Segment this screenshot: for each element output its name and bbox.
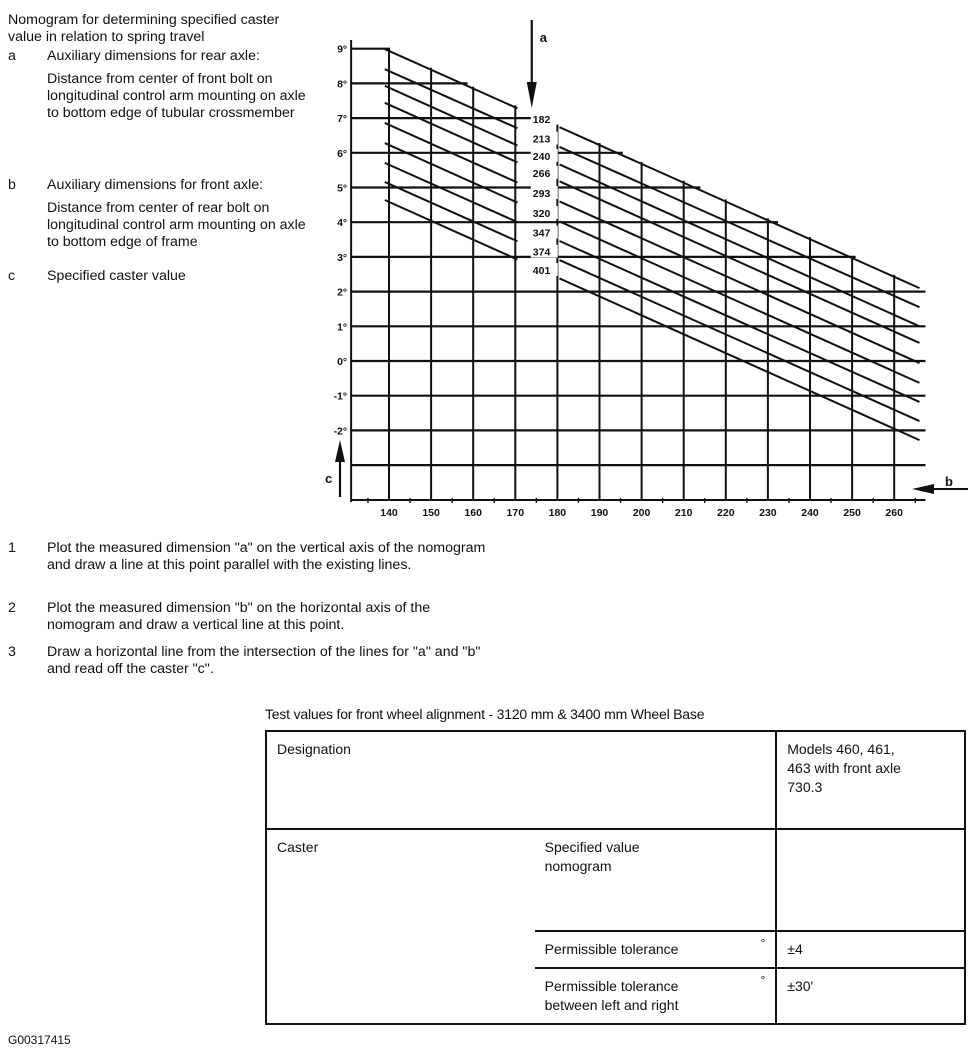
arrow-a-head-icon	[527, 82, 537, 108]
table-row	[266, 829, 965, 931]
step-number: 2	[8, 600, 16, 616]
table-caption: Test values for front wheel alignment - 3120 mm & 3400 mm Wheel Base	[265, 706, 705, 722]
y-tick-label: 7°	[337, 113, 348, 126]
step-number: 1	[8, 540, 16, 556]
series-line-374	[385, 182, 518, 241]
axis-label-a: a	[539, 30, 548, 45]
series-line-401	[385, 200, 518, 260]
y-tick-label: 2°	[337, 286, 348, 299]
legend-heading: Auxiliary dimensions for front axle:	[47, 177, 264, 193]
y-tick-label: 1°	[337, 321, 348, 334]
x-tick-label: 230	[759, 507, 777, 519]
legend-key: a	[8, 48, 16, 64]
legend-heading: Specified caster value	[47, 268, 186, 284]
x-tick-label: 180	[548, 507, 567, 519]
y-tick-label: 0°	[337, 356, 348, 368]
step-number: 3	[8, 644, 16, 660]
arrow-b-head-icon	[912, 484, 934, 494]
header-models-text: Models 460, 461, 463 with front axle 730.3	[787, 741, 901, 795]
y-tick-label: 4°	[337, 217, 348, 230]
axis-label-c: c	[325, 471, 333, 486]
header-models	[776, 731, 965, 829]
series-line-266	[560, 181, 920, 343]
x-tick-label: 160	[464, 507, 482, 519]
row-value: ±4	[776, 931, 965, 968]
series-label: 240	[532, 150, 551, 163]
row-value: ±30'	[776, 968, 965, 1024]
series-label: 266	[532, 167, 551, 180]
series-line-182	[560, 127, 920, 288]
series-label: 182	[532, 113, 551, 126]
row-value	[776, 829, 965, 931]
spec-table	[265, 730, 966, 1025]
table-header-row	[266, 731, 965, 829]
legend-key: c	[8, 268, 16, 284]
y-tick-label: -2°	[333, 425, 348, 438]
y-tick-label: 9°	[337, 43, 348, 56]
x-tick-label: 200	[632, 507, 651, 519]
step-text: Draw a horizontal line from the intersection of the lines for "a" and "b" and read off the caster "c".	[47, 644, 481, 677]
legend-text: Distance from center of rear bolt on longitudinal control arm mounting on axle to bottom edge of frame	[47, 200, 306, 250]
figure-id: G00317415	[8, 1033, 71, 1047]
nomogram-title: Nomogram for determining specified caster value in relation to spring travel	[8, 12, 280, 45]
row-group-caster: Caster	[266, 829, 535, 1024]
legend-text: Distance from center of front bolt on longitudinal control arm mounting on axle to bottom edge of tubular crossmember	[47, 71, 306, 121]
row-label	[535, 968, 777, 1024]
step-text: Plot the measured dimension "b" on the horizontal axis of the nomogram and draw a vertical line at this point.	[47, 600, 431, 633]
x-tick-label: 210	[674, 507, 693, 519]
x-tick-label: 240	[801, 507, 819, 519]
arrow-c-head-icon	[335, 440, 345, 462]
step-3	[8, 644, 488, 680]
x-tick-label: 190	[590, 507, 609, 519]
y-tick-label: 8°	[337, 78, 348, 91]
series-label: 347	[532, 227, 551, 240]
x-tick-label: 260	[885, 507, 903, 519]
series-label: 213	[532, 133, 551, 146]
series-label: 374	[532, 246, 551, 259]
row-label	[535, 829, 777, 931]
header-designation: Designation	[266, 731, 776, 829]
row-label-text: Specified value nomogram	[544, 839, 640, 874]
y-tick-label: 3°	[337, 251, 348, 264]
degree-unit: °	[760, 936, 766, 950]
legend-key: b	[8, 177, 16, 193]
x-tick-label: 150	[422, 507, 440, 519]
x-tick-label: 140	[380, 507, 398, 519]
row-label-text: Permissible tolerance between left and right	[544, 978, 679, 1013]
y-tick-label: -1°	[333, 390, 348, 403]
series-label: 401	[532, 265, 551, 278]
x-tick-label: 250	[843, 507, 861, 519]
y-tick-label: 5°	[337, 182, 348, 195]
series-line-240	[385, 86, 518, 146]
step-text: Plot the measured dimension "a" on the vertical axis of the nomogram and draw a line at this point parallel with the existing lines.	[47, 540, 486, 573]
degree-unit: °	[760, 973, 766, 987]
series-label: 293	[532, 187, 551, 200]
y-tick-label: 6°	[337, 147, 348, 160]
row-label	[535, 931, 777, 968]
x-tick-label: 220	[717, 507, 735, 519]
step-2	[8, 600, 488, 636]
legend-heading: Auxiliary dimensions for rear axle:	[47, 48, 260, 64]
series-label: 320	[532, 207, 551, 220]
row-label-text: Permissible tolerance	[544, 941, 679, 957]
axis-label-b: b	[945, 474, 953, 489]
series-line-347	[560, 241, 920, 402]
x-tick-label: 170	[506, 507, 525, 519]
step-1	[8, 540, 488, 592]
